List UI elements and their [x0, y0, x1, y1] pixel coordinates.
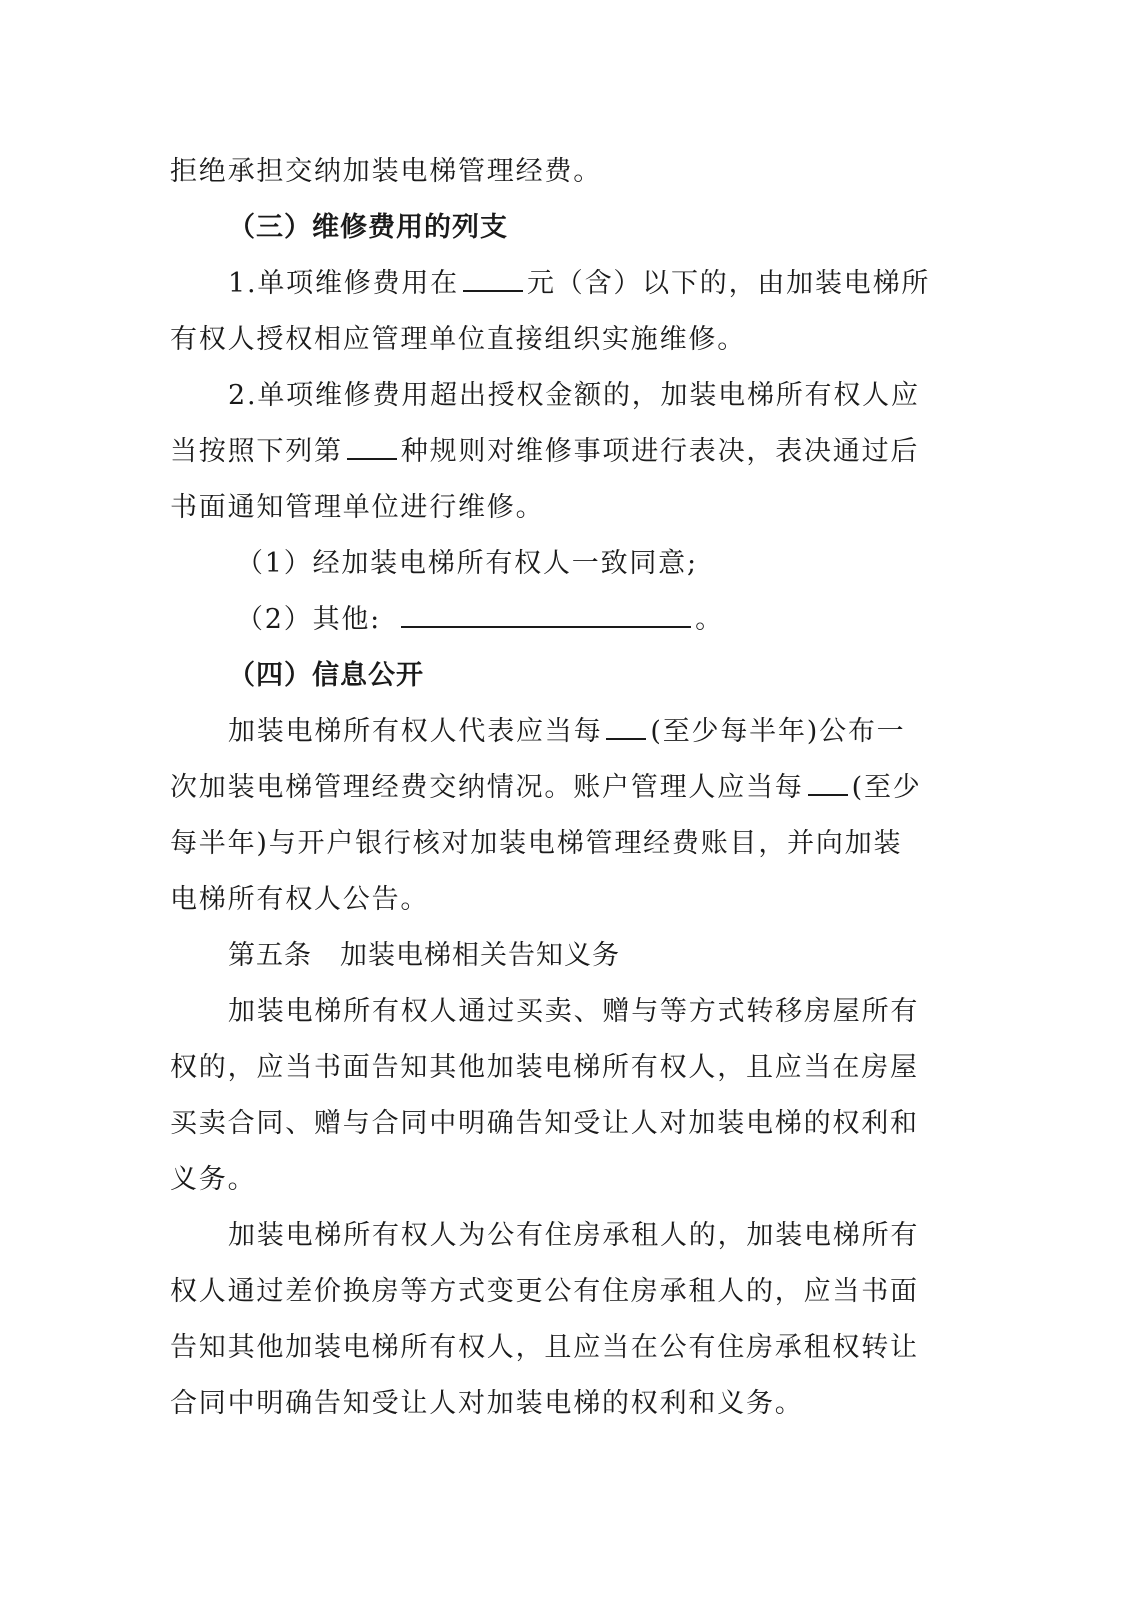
- text-line: 2.单项维修费用超出授权金额的，加装电梯所有权人应: [228, 380, 920, 411]
- section-heading-4: （四）信息公开: [228, 660, 424, 691]
- text-line: 有权人授权相应管理单位直接组织实施维修。: [170, 324, 746, 355]
- text-line: [170, 768, 970, 808]
- text-line: [228, 712, 973, 752]
- fill-in-blank: [347, 432, 397, 460]
- text-segment: 种规则对维修事项进行表决，表决通过后: [400, 436, 920, 467]
- text-line: 每半年)与开户银行核对加装电梯管理经费账目，并向加装: [170, 828, 903, 859]
- fill-in-blank: [401, 600, 691, 628]
- fill-in-blank: [463, 264, 523, 292]
- text-line: 告知其他加装电梯所有权人，且应当在公有住房承租权转让: [170, 1332, 919, 1363]
- text-segment: (至少: [851, 772, 922, 803]
- text-line: 权的，应当书面告知其他加装电梯所有权人，且应当在房屋: [170, 1052, 919, 1083]
- article-heading: 第五条 加装电梯相关告知义务: [228, 940, 620, 971]
- text-line: [228, 264, 973, 304]
- text-line: 义务。: [170, 1164, 257, 1195]
- text-line: 买卖合同、赠与合同中明确告知受让人对加装电梯的权利和: [170, 1108, 919, 1139]
- text-line: 加装电梯所有权人为公有住房承租人的，加装电梯所有: [228, 1220, 920, 1251]
- text-segment: 元（含）以下的，由加装电梯所: [526, 268, 931, 299]
- text-line: 加装电梯所有权人通过买卖、赠与等方式转移房屋所有: [228, 996, 920, 1027]
- text-segment: 加装电梯所有权人代表应当每: [228, 716, 603, 747]
- text-segment: (至少每半年)公布一: [650, 716, 906, 747]
- text-line: 拒绝承担交纳加装电梯管理经费。: [170, 156, 602, 187]
- text-line: 电梯所有权人公告。: [170, 884, 430, 915]
- text-segment: 。: [695, 604, 724, 635]
- fill-in-blank: [808, 768, 848, 796]
- text-line: [170, 432, 970, 472]
- option-line: （1）经加装电梯所有权人一致同意;: [236, 548, 698, 579]
- text-line: 合同中明确告知受让人对加装电梯的权利和义务。: [170, 1388, 804, 1419]
- text-line: 权人通过差价换房等方式变更公有住房承租人的，应当书面: [170, 1276, 919, 1307]
- fill-in-blank: [606, 712, 646, 740]
- text-line: 书面通知管理单位进行维修。: [170, 492, 545, 523]
- text-segment: 当按照下列第: [170, 436, 343, 467]
- option-line: [236, 600, 1036, 640]
- text-segment: 次加装电梯管理经费交纳情况。账户管理人应当每: [170, 772, 804, 803]
- section-heading-3: （三）维修费用的列支: [228, 212, 508, 243]
- text-segment: （2）其他:: [236, 604, 382, 635]
- text-segment: 1.单项维修费用在: [228, 268, 459, 299]
